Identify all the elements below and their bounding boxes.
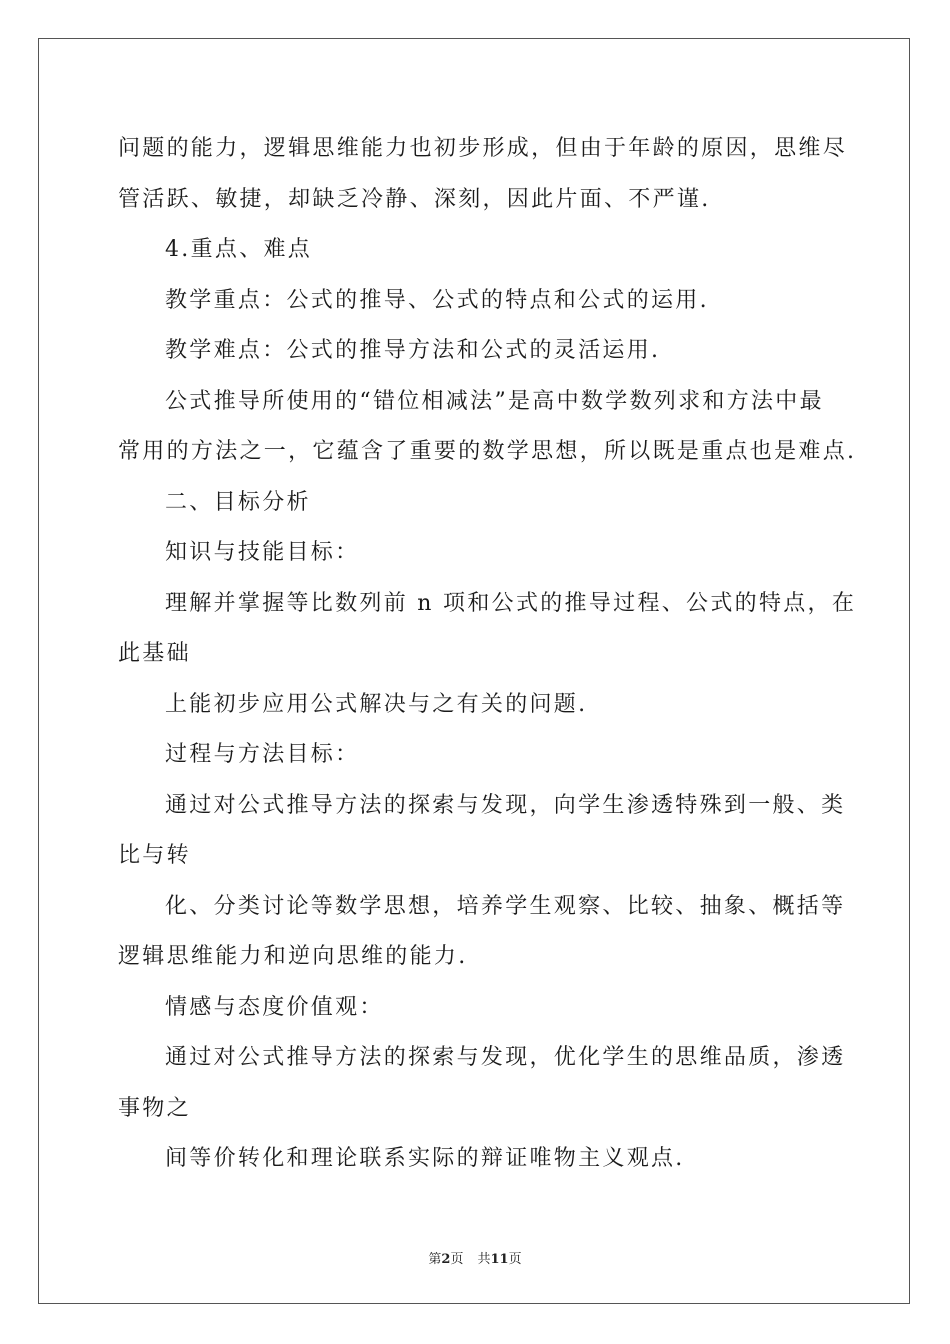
text-line: 通过对公式推导方法的探索与发现，优化学生的思维品质，渗透 <box>165 1045 846 1070</box>
page-footer <box>0 1248 950 1267</box>
text-line: 教学重点：公式的推导、公式的特点和公式的运用. <box>165 287 709 313</box>
text-line: 二、目标分析 <box>165 489 311 515</box>
text-line: 化、分类讨论等数学思想，培养学生观察、比较、抽象、概括等 <box>165 893 846 919</box>
text-line: 知识与技能目标： <box>165 540 360 565</box>
text-line: 情感与态度价值观： <box>165 994 384 1020</box>
text-line: 比与转 <box>118 843 191 868</box>
document-body <box>118 124 857 1185</box>
text-line: 过程与方法目标： <box>165 742 360 767</box>
text-line: 此基础 <box>118 641 191 666</box>
text-line: 公式推导所使用的“错位相减法”是高中数学数列求和方法中最 <box>165 388 824 414</box>
text-line: 逻辑思维能力和逆向思维的能力. <box>118 944 468 969</box>
text-line: 通过对公式推导方法的探索与发现，向学生渗透特殊到一般、类 <box>165 792 846 818</box>
text-line: 事物之 <box>118 1095 191 1121</box>
page-indicator: 第2页 <box>428 1252 464 1267</box>
text-line: 上能初步应用公式解决与之有关的问题. <box>165 691 588 717</box>
total-page-number: 11 <box>490 1252 509 1267</box>
text-line: 常用的方法之一，它蕴含了重要的数学思想，所以既是重点也是难点. <box>118 439 857 464</box>
total-pages-indicator: 共11页 <box>477 1252 522 1267</box>
current-page-number: 2 <box>441 1252 451 1267</box>
text-line: 管活跃、敏捷，却缺乏冷静、深刻，因此片面、不严谨. <box>118 186 711 212</box>
text-line: 理解并掌握等比数列前 n 项和公式的推导过程、公式的特点，在 <box>165 590 857 616</box>
text-line: 教学难点：公式的推导方法和公式的灵活运用. <box>165 338 661 363</box>
text-line: 4.重点、难点 <box>165 237 313 262</box>
text-line: 间等价转化和理论联系实际的辩证唯物主义观点. <box>165 1146 685 1171</box>
text-line: 问题的能力，逻辑思维能力也初步形成，但由于年龄的原因，思维尽 <box>118 136 848 161</box>
